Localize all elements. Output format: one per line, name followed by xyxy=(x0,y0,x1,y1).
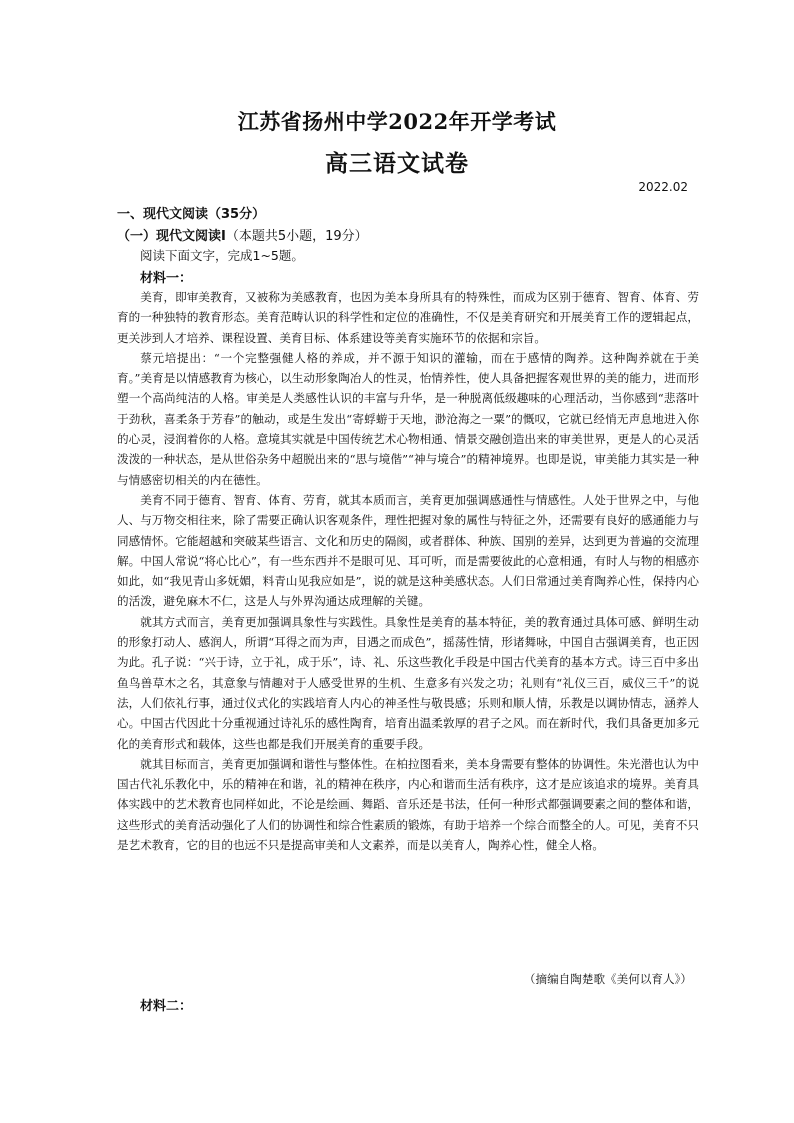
sub-section-heading xyxy=(117,225,368,244)
passage-paragraph: 就其目标而言，美育更加强调和谐性与整体性。在柏拉图看来，美本身需要有整体的协调性。朱光潜也认为中国古代礼乐教化中，乐的精神在和谐，礼的精神在秩序，内心和谐而生活有秩序，这才是应该追求的境界。美育具体实践中的艺术教育也同样如此，不论是绘画、舞蹈、音乐还是书法，任何一种形式都强调要素之间的整体和谐，这些形式的美育活动强化了人们的协调性和综合性素质的锻炼，有助于培养一个综合而整全的人。可见，美育不只是艺术教育，它的目的也远不只是提高审美和人文素养，而是以美育人，陶养心性，健全人格。 xyxy=(117,756,699,853)
passage-paragraph: 就其方式而言，美育更加强调具象性与实践性。具象性是美育的基本特征，美的教育通过具体可感、鲜明生动的形象打动人、感润人，所谓“耳得之而为声，目遇之而成色”，摇荡性情，形诸舞咏，中国自古强调美育，也正因为此。孔子说：“兴于诗，立于礼，成于乐”，诗、礼、乐这些教化手段是中国古代美育的基本方式。诗三百中多出鱼鸟兽草木之名，其意象与情趣对于人感受世界的生机、生意多有兴发之功；礼则有“礼仪三百，威仪三千”的说法，人们依礼行事，通过仪式化的实践培育人内心的神圣性与敬畏感；乐则和顺人情，乐教是以调协情志，涵养人心。中国古代因此十分重视通过诗礼乐的感性陶育，培育出温柔敦厚的君子之风。而在新时代，我们具备更加多元化的美育形式和载体，这些也都是我们开展美育的重要手段。 xyxy=(117,614,699,751)
passage-paragraph: 美育不同于德育、智育、体育、劳育，就其本质而言，美育更加强调感通性与情感性。人处于世界之中，与他人、与万物交相往来，除了需要正确认识客观条件，理性把握对象的属性与特征之外，还需要有良好的感通能力与同感情怀。它能超越和突破某些语言、文化和历史的隔阂，或者群体、种族、国别的差异，达到更为普遍的交流理解。中国人常说“将心比心”，有一些东西并不是眼可见、耳可听，而是需要彼此的心意相通，有时人与物的相感亦如此，如“我见青山多妩媚，料青山见我应如是”，说的就是这种美感状态。人们日常通过美育陶养心性，保持内心的活泼，避免麻木不仁，这是人与外界沟通达成理解的关键。 xyxy=(117,492,699,609)
passage-paragraph: 蔡元培提出：“一个完整强健人格的养成，并不源于知识的灌输，而在于感情的陶养。这种陶养就在于美育。”美育是以情感教育为核心，以生动形象陶冶人的性灵，怡情养性，使人具备把握客观世界的美的能力，进而形塑一个高尚纯洁的人格。审美是人类感性认识的丰富与升华，是一种脱离低级趣味的心理活动，当你感到“悲落叶于劲秋，喜柔条于芳春”的触动，或是生发出“寄蜉蝣于天地，渺沧海之一粟”的慨叹，它就已经悄无声息地进入你的心灵，浸润着你的人格。意境其实就是中国传统艺术心物相通、情景交融创造出来的审美世界，更是人的心灵活泼泼的一种状态，是从世俗杂务中超脱出来的“思与境偕”“神与境合”的精神境界。也即是说，审美能力其实是一种与情感密切相关的内在德性。 xyxy=(117,350,699,487)
passage-paragraph: 美育，即审美教育，又被称为美感教育，也因为美本身所具有的特殊性，而成为区别于德育、智育、体育、劳育的一种独特的教育形态。美育范畴认识的科学性和定位的准确性，不仅是美育研究和开展美育工作的逻辑起点，更关涉到人才培养、课程设置、美育目标、体系建设等美育实施环节的依据和宗旨。 xyxy=(117,290,699,345)
exam-date: 2022.02 xyxy=(638,180,688,194)
instruction-text: 阅读下面文字，完成1~5题。 xyxy=(140,248,304,263)
sub-section-score: （本题共5小题，19分） xyxy=(225,229,368,244)
material-one-label: 材料一： xyxy=(140,271,193,286)
exam-title: 江苏省扬州中学2022年开学考试 xyxy=(237,109,557,134)
section-heading: 一、现代文阅读（35分） xyxy=(117,207,266,222)
exam-subtitle: 高三语文试卷 xyxy=(325,150,469,177)
passage-body xyxy=(117,287,699,855)
material-two-label: 材料二： xyxy=(140,999,193,1014)
source-citation: （摘编自陶楚歌《美何以育人》） xyxy=(523,972,692,986)
sub-section-title: （一）现代文阅读Ⅰ xyxy=(117,229,226,244)
